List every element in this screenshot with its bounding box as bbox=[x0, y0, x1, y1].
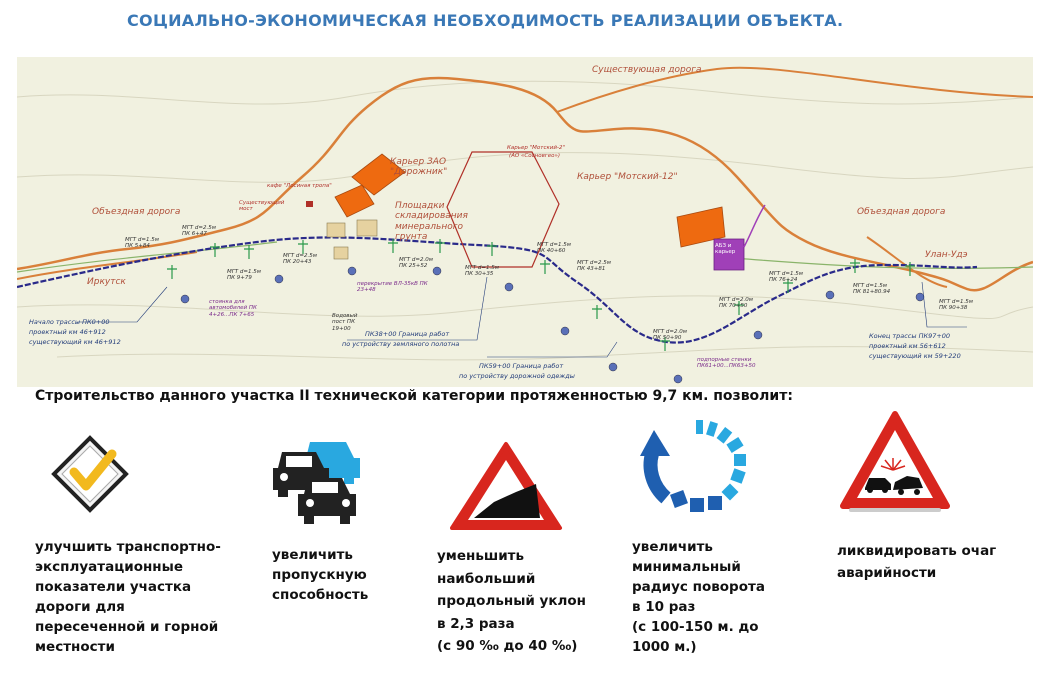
cars-traffic-icon bbox=[272, 432, 366, 532]
checkmark-icon bbox=[50, 434, 130, 518]
route-start-existing: существующий км 46+912 bbox=[29, 338, 121, 346]
map-note: МГТ d=2.5м ПК 20+43 bbox=[283, 253, 317, 266]
benefit-text: уменьшить наибольший продольный уклон в 2,3 раза (с 90 ‰ до 40 ‰) bbox=[437, 548, 587, 654]
cafe-label: кафе "Лосиная тропа" bbox=[267, 183, 332, 189]
benefit-text: ликвидировать очаг аварийности bbox=[837, 543, 997, 581]
storage-label: Площадки складирования минерального грунта bbox=[395, 201, 468, 243]
ulan-ude-label: Улан-Удэ bbox=[925, 250, 968, 260]
benefit-text: улучшить транспортно- эксплуатационные показатели участка дороги для пересеченной и горной местности bbox=[35, 539, 221, 655]
map-note: МГТ d=1.5м ПК 40+60 bbox=[537, 242, 571, 255]
pk38-label: ПК38+00 Граница работ bbox=[365, 330, 450, 338]
steep-grade-sign-icon bbox=[448, 440, 564, 536]
existing-road-label: Существующая дорога bbox=[592, 65, 702, 75]
map-note: подпорные стенки ПК61+00...ПК63+50 bbox=[697, 357, 756, 370]
map-note: МГТ d=1.5м ПК 76+24 bbox=[769, 271, 803, 284]
route-end-label: Конец трассы ПК97+00 bbox=[869, 332, 951, 340]
map-note: МГТ d=2.5м ПК 43+81 bbox=[577, 260, 611, 273]
map-note: МГТ d=2.0м ПК 25+52 bbox=[399, 257, 433, 270]
route-start-label: Начало трассы ПК0+00 bbox=[29, 318, 110, 326]
map-note: стоянка для автомобилей ПК 4+26...ПК 7+65 bbox=[209, 299, 257, 318]
benefits-heading: Строительство данного участка II технической категории протяженностью 9,7 км. позволит: bbox=[35, 388, 793, 404]
quarry-zao-label: Карьер ЗАО "Дорожник" bbox=[390, 157, 448, 178]
map-note: МГТ d=1.5м ПК 81+80.94 bbox=[853, 283, 891, 296]
route-start-design: проектный км 46+912 bbox=[29, 328, 106, 336]
pk59-sub: по устройству дорожной одежды bbox=[459, 372, 575, 380]
quarry-motsky12-label: Карьер "Мотский-12" bbox=[577, 172, 678, 182]
turn-radius-arrow-icon bbox=[636, 418, 748, 518]
map-note: МГТ d=1.5м ПК 5+84 bbox=[125, 237, 159, 250]
quarry-motsky2-sub: (АО «Сосновгео») bbox=[509, 153, 560, 159]
benefit-text: увеличить пропускную способность bbox=[272, 547, 369, 603]
route-end-existing: существующий км 59+220 bbox=[869, 352, 961, 360]
irkutsk-label: Иркутск bbox=[87, 277, 126, 287]
map-note: МГТ d=1.5м ПК 30+35 bbox=[465, 265, 499, 278]
bypass-road-right-label: Объездная дорога bbox=[857, 207, 946, 217]
map-note: перекрытие ВЛ-35кВ ПК 23+48 bbox=[357, 281, 428, 294]
azs-label: АБЗ и карьер bbox=[715, 243, 736, 256]
route-end-design: проектный км 56+612 bbox=[869, 342, 946, 350]
existing-bridge-label: Существующий мост bbox=[239, 200, 285, 213]
map-note: Водовый пост ПК 19+00 bbox=[332, 313, 358, 332]
map-note: МГТ d=2.0м ПК 50+90 bbox=[653, 329, 687, 342]
pk59-label: ПК59+00 Граница работ bbox=[479, 362, 564, 370]
map-note: МГТ d=2.5м ПК 6+47 bbox=[182, 225, 216, 238]
benefit-text: увеличить минимальный радиус поворота в 10 раз (с 100-150 м. до 1000 м.) bbox=[632, 539, 765, 655]
page-title: СОЦИАЛЬНО-ЭКОНОМИЧЕСКАЯ НЕОБХОДИМОСТЬ РЕАЛИЗАЦИИ ОБЪЕКТА. bbox=[127, 11, 844, 30]
quarry-motsky2-label: Карьер "Мотский-2" bbox=[507, 145, 565, 151]
map-note: МГТ d=1.5м ПК 90+38 bbox=[939, 299, 973, 312]
bypass-road-left-label: Объездная дорога bbox=[92, 207, 181, 217]
pk38-sub: по устройству земляного полотна bbox=[342, 340, 460, 348]
map-note: МГТ d=1.5м ПК 9+79 bbox=[227, 269, 261, 282]
route-map bbox=[17, 57, 1033, 387]
car-crash-sign-icon bbox=[839, 410, 951, 520]
map-note: МГТ d=2.0м ПК 70+50 bbox=[719, 297, 753, 310]
